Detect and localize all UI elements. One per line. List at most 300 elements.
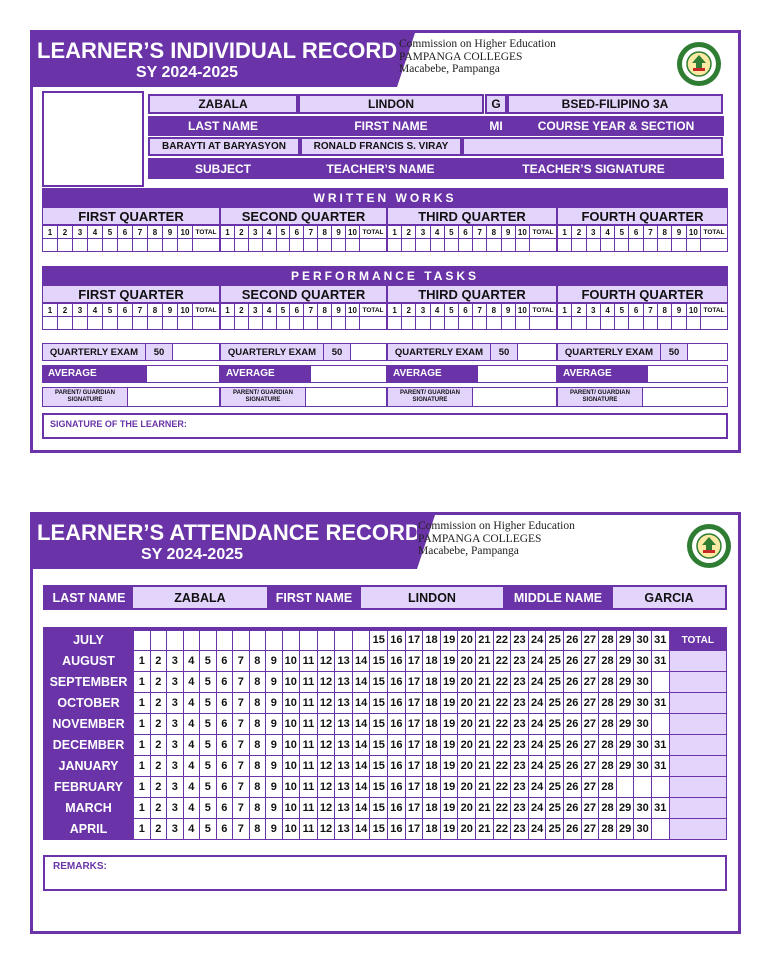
score-cell[interactable] xyxy=(629,239,643,252)
day-cell[interactable]: 15 xyxy=(370,819,388,840)
day-cell[interactable]: 15 xyxy=(370,777,388,798)
score-cell[interactable] xyxy=(629,317,643,330)
score-cell[interactable] xyxy=(133,317,148,330)
photo-box[interactable] xyxy=(42,91,144,187)
day-cell[interactable]: 15 xyxy=(370,735,388,756)
score-cell[interactable] xyxy=(402,239,416,252)
day-cell[interactable]: 1 xyxy=(134,672,151,693)
day-cell[interactable]: 21 xyxy=(476,714,494,735)
day-cell[interactable]: 12 xyxy=(317,798,335,819)
day-cell[interactable]: 27 xyxy=(581,756,599,777)
day-cell[interactable]: 14 xyxy=(352,756,370,777)
day-cell[interactable]: 3 xyxy=(167,651,184,672)
day-cell[interactable]: 9 xyxy=(266,651,283,672)
day-cell[interactable]: 17 xyxy=(405,693,423,714)
month-total-cell[interactable] xyxy=(669,756,726,777)
day-cell[interactable]: 7 xyxy=(233,651,250,672)
score-cell[interactable] xyxy=(43,317,58,330)
day-cell[interactable]: 27 xyxy=(581,651,599,672)
day-cell[interactable]: 21 xyxy=(476,735,494,756)
day-cell[interactable]: 17 xyxy=(405,777,423,798)
day-cell[interactable]: 13 xyxy=(335,672,353,693)
day-cell[interactable]: 28 xyxy=(599,714,617,735)
day-cell[interactable]: 5 xyxy=(200,714,217,735)
score-cell[interactable] xyxy=(672,317,686,330)
day-cell[interactable]: 12 xyxy=(317,735,335,756)
day-cell[interactable]: 6 xyxy=(216,651,233,672)
day-cell[interactable]: 25 xyxy=(546,819,564,840)
day-cell[interactable]: 28 xyxy=(599,798,617,819)
score-cell[interactable] xyxy=(672,239,686,252)
day-cell[interactable] xyxy=(651,819,669,840)
day-cell[interactable]: 23 xyxy=(511,630,529,651)
score-cell[interactable] xyxy=(290,317,304,330)
day-cell[interactable]: 28 xyxy=(599,777,617,798)
day-cell[interactable]: 17 xyxy=(405,756,423,777)
day-cell[interactable]: 11 xyxy=(300,756,318,777)
total-cell[interactable] xyxy=(530,239,557,252)
score-cell[interactable] xyxy=(43,239,58,252)
day-cell[interactable]: 11 xyxy=(300,714,318,735)
day-cell[interactable]: 18 xyxy=(423,693,441,714)
day-cell[interactable]: 30 xyxy=(634,630,652,651)
day-cell[interactable]: 11 xyxy=(300,798,318,819)
day-cell[interactable]: 24 xyxy=(528,630,546,651)
day-cell[interactable]: 13 xyxy=(335,735,353,756)
day-cell[interactable]: 13 xyxy=(335,651,353,672)
score-cell[interactable] xyxy=(304,317,318,330)
day-cell[interactable]: 11 xyxy=(300,735,318,756)
day-cell[interactable]: 2 xyxy=(150,735,167,756)
day-cell[interactable]: 3 xyxy=(167,777,184,798)
day-cell[interactable]: 28 xyxy=(599,672,617,693)
month-total-cell[interactable] xyxy=(669,651,726,672)
score-cell[interactable] xyxy=(58,239,73,252)
day-cell[interactable]: 10 xyxy=(282,756,300,777)
score-cell[interactable] xyxy=(558,317,572,330)
day-cell[interactable]: 10 xyxy=(282,777,300,798)
day-cell[interactable]: 6 xyxy=(216,714,233,735)
day-cell[interactable]: 28 xyxy=(599,693,617,714)
day-cell[interactable]: 23 xyxy=(511,714,529,735)
score-cell[interactable] xyxy=(103,239,118,252)
day-cell[interactable]: 5 xyxy=(200,819,217,840)
day-cell[interactable]: 19 xyxy=(440,630,458,651)
day-cell[interactable]: 2 xyxy=(150,756,167,777)
day-cell[interactable]: 6 xyxy=(216,777,233,798)
day-cell[interactable]: 5 xyxy=(200,735,217,756)
day-cell[interactable]: 19 xyxy=(440,798,458,819)
day-cell[interactable]: 10 xyxy=(282,798,300,819)
score-cell[interactable] xyxy=(221,317,235,330)
day-cell[interactable]: 13 xyxy=(335,777,353,798)
remarks-field[interactable] xyxy=(43,855,727,891)
day-cell[interactable]: 24 xyxy=(528,735,546,756)
day-cell[interactable] xyxy=(651,672,669,693)
day-cell[interactable]: 14 xyxy=(352,672,370,693)
day-cell[interactable]: 22 xyxy=(493,798,511,819)
day-cell[interactable]: 17 xyxy=(405,819,423,840)
day-cell[interactable]: 6 xyxy=(216,693,233,714)
day-cell[interactable]: 19 xyxy=(440,672,458,693)
day-cell[interactable]: 2 xyxy=(150,798,167,819)
day-cell[interactable]: 4 xyxy=(183,735,200,756)
day-cell[interactable]: 21 xyxy=(476,777,494,798)
day-cell[interactable]: 18 xyxy=(423,714,441,735)
average-field[interactable] xyxy=(311,366,386,382)
day-cell[interactable]: 2 xyxy=(150,777,167,798)
day-cell[interactable] xyxy=(233,630,250,651)
day-cell[interactable]: 12 xyxy=(317,819,335,840)
day-cell[interactable]: 30 xyxy=(634,798,652,819)
day-cell[interactable]: 1 xyxy=(134,651,151,672)
day-cell[interactable]: 14 xyxy=(352,777,370,798)
day-cell[interactable]: 1 xyxy=(134,714,151,735)
day-cell[interactable]: 22 xyxy=(493,819,511,840)
score-cell[interactable] xyxy=(658,239,672,252)
day-cell[interactable]: 31 xyxy=(651,693,669,714)
day-cell[interactable]: 28 xyxy=(599,756,617,777)
day-cell[interactable]: 22 xyxy=(493,735,511,756)
day-cell[interactable]: 16 xyxy=(388,735,406,756)
day-cell[interactable]: 20 xyxy=(458,693,476,714)
day-cell[interactable]: 29 xyxy=(616,630,634,651)
day-cell[interactable]: 26 xyxy=(564,693,582,714)
day-cell[interactable]: 29 xyxy=(616,651,634,672)
day-cell[interactable]: 3 xyxy=(167,756,184,777)
day-cell[interactable]: 18 xyxy=(423,819,441,840)
day-cell[interactable]: 31 xyxy=(651,756,669,777)
score-cell[interactable] xyxy=(416,317,430,330)
day-cell[interactable]: 19 xyxy=(440,714,458,735)
day-cell[interactable]: 22 xyxy=(493,693,511,714)
day-cell[interactable]: 4 xyxy=(183,798,200,819)
day-cell[interactable]: 30 xyxy=(634,819,652,840)
day-cell[interactable]: 18 xyxy=(423,777,441,798)
score-cell[interactable] xyxy=(444,239,458,252)
day-cell[interactable]: 25 xyxy=(546,630,564,651)
day-cell[interactable]: 3 xyxy=(167,735,184,756)
score-cell[interactable] xyxy=(402,317,416,330)
total-cell[interactable] xyxy=(193,317,220,330)
day-cell[interactable]: 25 xyxy=(546,735,564,756)
exam-score-field[interactable] xyxy=(351,344,386,360)
score-cell[interactable] xyxy=(262,239,276,252)
day-cell[interactable]: 28 xyxy=(599,651,617,672)
day-cell[interactable]: 20 xyxy=(458,651,476,672)
day-cell[interactable]: 20 xyxy=(458,798,476,819)
score-cell[interactable] xyxy=(163,317,178,330)
day-cell[interactable]: 28 xyxy=(599,735,617,756)
month-total-cell[interactable] xyxy=(669,672,726,693)
day-cell[interactable]: 31 xyxy=(651,798,669,819)
month-total-cell[interactable] xyxy=(669,693,726,714)
day-cell[interactable]: 18 xyxy=(423,798,441,819)
day-cell[interactable]: 27 xyxy=(581,672,599,693)
day-cell[interactable]: 15 xyxy=(370,693,388,714)
score-cell[interactable] xyxy=(178,239,193,252)
day-cell[interactable] xyxy=(335,630,353,651)
day-cell[interactable]: 9 xyxy=(266,798,283,819)
score-cell[interactable] xyxy=(515,317,529,330)
total-cell[interactable] xyxy=(701,317,728,330)
day-cell[interactable]: 22 xyxy=(493,756,511,777)
day-cell[interactable]: 27 xyxy=(581,735,599,756)
day-cell[interactable]: 15 xyxy=(370,756,388,777)
day-cell[interactable]: 8 xyxy=(249,756,266,777)
day-cell[interactable]: 13 xyxy=(335,819,353,840)
score-cell[interactable] xyxy=(318,317,332,330)
day-cell[interactable]: 25 xyxy=(546,798,564,819)
score-cell[interactable] xyxy=(262,317,276,330)
day-cell[interactable]: 8 xyxy=(249,819,266,840)
day-cell[interactable]: 29 xyxy=(616,714,634,735)
day-cell[interactable]: 18 xyxy=(423,672,441,693)
day-cell[interactable]: 30 xyxy=(634,714,652,735)
day-cell[interactable]: 16 xyxy=(388,756,406,777)
day-cell[interactable]: 27 xyxy=(581,798,599,819)
score-cell[interactable] xyxy=(430,239,444,252)
day-cell[interactable]: 6 xyxy=(216,819,233,840)
score-cell[interactable] xyxy=(458,239,472,252)
score-cell[interactable] xyxy=(73,317,88,330)
day-cell[interactable]: 9 xyxy=(266,819,283,840)
score-cell[interactable] xyxy=(148,239,163,252)
day-cell[interactable]: 22 xyxy=(493,672,511,693)
day-cell[interactable]: 16 xyxy=(388,672,406,693)
day-cell[interactable]: 20 xyxy=(458,819,476,840)
day-cell[interactable]: 20 xyxy=(458,630,476,651)
day-cell[interactable]: 10 xyxy=(282,819,300,840)
day-cell[interactable]: 8 xyxy=(249,651,266,672)
day-cell[interactable]: 26 xyxy=(564,672,582,693)
day-cell[interactable] xyxy=(150,630,167,651)
day-cell[interactable]: 31 xyxy=(651,651,669,672)
day-cell[interactable]: 24 xyxy=(528,756,546,777)
day-cell[interactable]: 23 xyxy=(511,672,529,693)
score-cell[interactable] xyxy=(615,317,629,330)
day-cell[interactable]: 7 xyxy=(233,735,250,756)
exam-score-field[interactable] xyxy=(173,344,219,360)
score-cell[interactable] xyxy=(148,317,163,330)
day-cell[interactable]: 21 xyxy=(476,651,494,672)
day-cell[interactable]: 23 xyxy=(511,735,529,756)
day-cell[interactable]: 8 xyxy=(249,693,266,714)
average-field[interactable] xyxy=(478,366,556,382)
day-cell[interactable]: 18 xyxy=(423,735,441,756)
score-cell[interactable] xyxy=(515,239,529,252)
score-cell[interactable] xyxy=(586,317,600,330)
day-cell[interactable] xyxy=(266,630,283,651)
day-cell[interactable]: 26 xyxy=(564,819,582,840)
day-cell[interactable]: 29 xyxy=(616,672,634,693)
day-cell[interactable]: 19 xyxy=(440,651,458,672)
parent-signature-field[interactable] xyxy=(306,388,386,406)
day-cell[interactable]: 29 xyxy=(616,735,634,756)
parent-signature-field[interactable] xyxy=(128,388,219,406)
total-cell[interactable] xyxy=(193,239,220,252)
day-cell[interactable]: 29 xyxy=(616,693,634,714)
day-cell[interactable]: 27 xyxy=(581,630,599,651)
month-total-cell[interactable] xyxy=(669,798,726,819)
day-cell[interactable]: 5 xyxy=(200,693,217,714)
day-cell[interactable] xyxy=(651,777,669,798)
score-cell[interactable] xyxy=(88,239,103,252)
day-cell[interactable]: 4 xyxy=(183,819,200,840)
day-cell[interactable]: 16 xyxy=(388,798,406,819)
day-cell[interactable]: 23 xyxy=(511,651,529,672)
day-cell[interactable]: 26 xyxy=(564,777,582,798)
day-cell[interactable]: 14 xyxy=(352,651,370,672)
day-cell[interactable]: 3 xyxy=(167,672,184,693)
day-cell[interactable]: 18 xyxy=(423,630,441,651)
day-cell[interactable]: 26 xyxy=(564,735,582,756)
day-cell[interactable]: 14 xyxy=(352,693,370,714)
day-cell[interactable]: 7 xyxy=(233,714,250,735)
day-cell[interactable]: 1 xyxy=(134,693,151,714)
day-cell[interactable]: 24 xyxy=(528,672,546,693)
month-total-cell[interactable] xyxy=(669,735,726,756)
day-cell[interactable]: 1 xyxy=(134,756,151,777)
day-cell[interactable]: 10 xyxy=(282,693,300,714)
day-cell[interactable]: 22 xyxy=(493,630,511,651)
day-cell[interactable]: 7 xyxy=(233,798,250,819)
day-cell[interactable] xyxy=(634,777,652,798)
day-cell[interactable]: 29 xyxy=(616,819,634,840)
day-cell[interactable]: 16 xyxy=(388,777,406,798)
day-cell[interactable]: 22 xyxy=(493,714,511,735)
day-cell[interactable]: 30 xyxy=(634,693,652,714)
day-cell[interactable]: 17 xyxy=(405,651,423,672)
day-cell[interactable]: 25 xyxy=(546,651,564,672)
day-cell[interactable]: 24 xyxy=(528,651,546,672)
day-cell[interactable] xyxy=(249,630,266,651)
day-cell[interactable] xyxy=(200,630,217,651)
score-cell[interactable] xyxy=(276,317,290,330)
day-cell[interactable]: 25 xyxy=(546,672,564,693)
score-cell[interactable] xyxy=(221,239,235,252)
day-cell[interactable]: 12 xyxy=(317,693,335,714)
score-cell[interactable] xyxy=(346,317,360,330)
day-cell[interactable]: 6 xyxy=(216,672,233,693)
day-cell[interactable]: 30 xyxy=(634,735,652,756)
day-cell[interactable]: 2 xyxy=(150,651,167,672)
day-cell[interactable]: 16 xyxy=(388,630,406,651)
day-cell[interactable]: 2 xyxy=(150,693,167,714)
day-cell[interactable]: 9 xyxy=(266,693,283,714)
day-cell[interactable]: 7 xyxy=(233,693,250,714)
day-cell[interactable]: 6 xyxy=(216,798,233,819)
day-cell[interactable]: 21 xyxy=(476,756,494,777)
average-field[interactable] xyxy=(147,366,219,382)
day-cell[interactable] xyxy=(216,630,233,651)
day-cell[interactable]: 11 xyxy=(300,651,318,672)
day-cell[interactable]: 22 xyxy=(493,777,511,798)
day-cell[interactable]: 17 xyxy=(405,798,423,819)
day-cell[interactable]: 7 xyxy=(233,819,250,840)
score-cell[interactable] xyxy=(318,239,332,252)
score-cell[interactable] xyxy=(388,317,402,330)
day-cell[interactable]: 8 xyxy=(249,777,266,798)
day-cell[interactable]: 11 xyxy=(300,693,318,714)
day-cell[interactable] xyxy=(317,630,335,651)
teacher-signature-field[interactable] xyxy=(462,137,723,156)
score-cell[interactable] xyxy=(290,239,304,252)
day-cell[interactable]: 12 xyxy=(317,777,335,798)
day-cell[interactable]: 3 xyxy=(167,693,184,714)
day-cell[interactable]: 13 xyxy=(335,756,353,777)
day-cell[interactable]: 11 xyxy=(300,777,318,798)
day-cell[interactable]: 30 xyxy=(634,756,652,777)
day-cell[interactable]: 10 xyxy=(282,735,300,756)
day-cell[interactable]: 28 xyxy=(599,819,617,840)
day-cell[interactable]: 24 xyxy=(528,714,546,735)
score-cell[interactable] xyxy=(163,239,178,252)
day-cell[interactable]: 10 xyxy=(282,714,300,735)
day-cell[interactable]: 29 xyxy=(616,798,634,819)
score-cell[interactable] xyxy=(234,317,248,330)
day-cell[interactable] xyxy=(134,630,151,651)
day-cell[interactable]: 14 xyxy=(352,735,370,756)
day-cell[interactable]: 19 xyxy=(440,735,458,756)
score-cell[interactable] xyxy=(643,317,657,330)
day-cell[interactable]: 15 xyxy=(370,672,388,693)
score-cell[interactable] xyxy=(178,317,193,330)
score-cell[interactable] xyxy=(501,317,515,330)
total-cell[interactable] xyxy=(360,317,387,330)
day-cell[interactable]: 23 xyxy=(511,798,529,819)
day-cell[interactable]: 26 xyxy=(564,630,582,651)
day-cell[interactable]: 8 xyxy=(249,798,266,819)
day-cell[interactable]: 20 xyxy=(458,777,476,798)
score-cell[interactable] xyxy=(473,317,487,330)
total-cell[interactable] xyxy=(530,317,557,330)
day-cell[interactable]: 1 xyxy=(134,735,151,756)
day-cell[interactable]: 12 xyxy=(317,756,335,777)
day-cell[interactable]: 30 xyxy=(634,651,652,672)
day-cell[interactable]: 21 xyxy=(476,630,494,651)
day-cell[interactable] xyxy=(352,630,370,651)
day-cell[interactable]: 7 xyxy=(233,756,250,777)
day-cell[interactable]: 8 xyxy=(249,714,266,735)
day-cell[interactable]: 2 xyxy=(150,819,167,840)
day-cell[interactable]: 31 xyxy=(651,735,669,756)
day-cell[interactable]: 4 xyxy=(183,756,200,777)
day-cell[interactable]: 26 xyxy=(564,798,582,819)
day-cell[interactable]: 18 xyxy=(423,651,441,672)
score-cell[interactable] xyxy=(686,317,700,330)
day-cell[interactable]: 4 xyxy=(183,777,200,798)
day-cell[interactable]: 15 xyxy=(370,651,388,672)
day-cell[interactable]: 5 xyxy=(200,672,217,693)
day-cell[interactable]: 25 xyxy=(546,777,564,798)
day-cell[interactable]: 9 xyxy=(266,777,283,798)
day-cell[interactable]: 4 xyxy=(183,672,200,693)
month-total-cell[interactable] xyxy=(669,819,726,840)
score-cell[interactable] xyxy=(248,239,262,252)
day-cell[interactable]: 9 xyxy=(266,714,283,735)
day-cell[interactable]: 22 xyxy=(493,651,511,672)
score-cell[interactable] xyxy=(346,239,360,252)
day-cell[interactable]: 21 xyxy=(476,672,494,693)
day-cell[interactable]: 20 xyxy=(458,714,476,735)
score-cell[interactable] xyxy=(658,317,672,330)
score-cell[interactable] xyxy=(600,317,614,330)
exam-score-field[interactable] xyxy=(688,344,727,360)
score-cell[interactable] xyxy=(58,317,73,330)
day-cell[interactable]: 12 xyxy=(317,714,335,735)
day-cell[interactable]: 10 xyxy=(282,672,300,693)
